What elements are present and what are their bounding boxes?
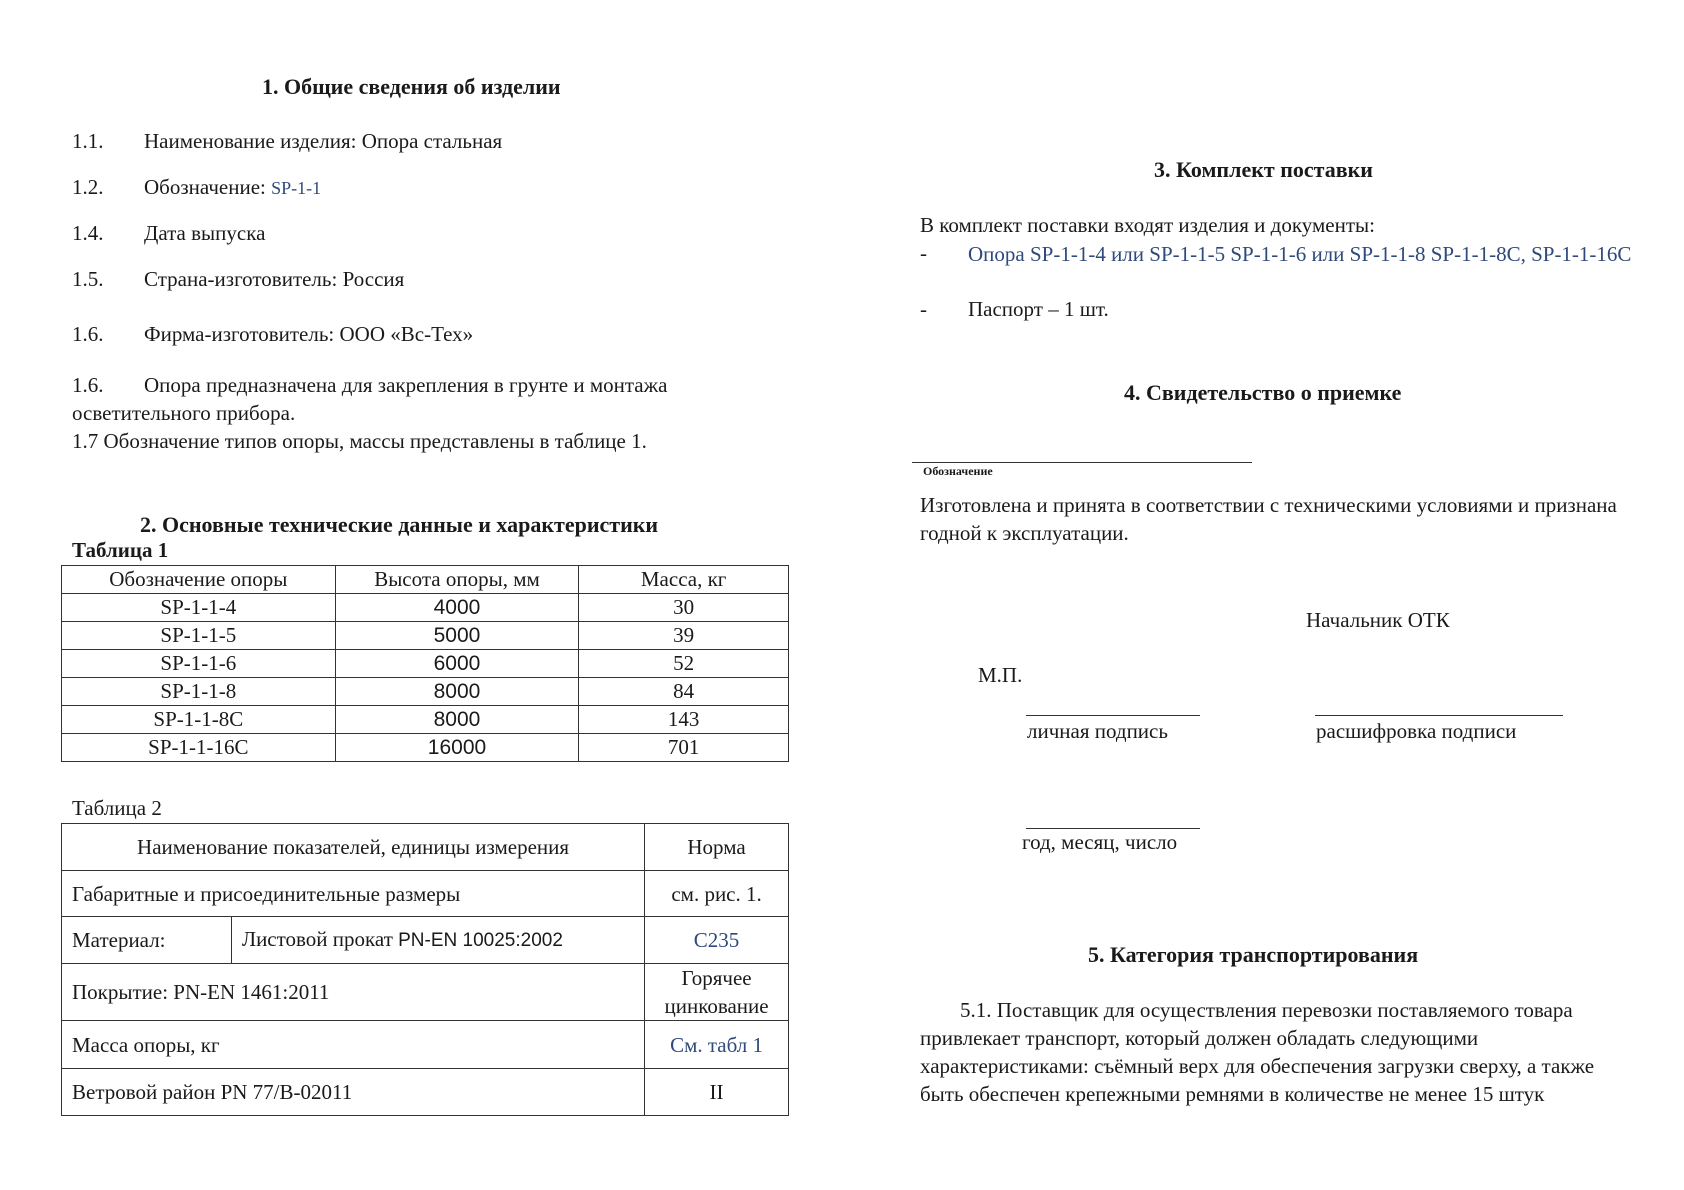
bullet-marker: - xyxy=(920,241,927,265)
table1-header-cell: Масса, кг xyxy=(579,566,789,594)
table-cell: См. табл 1 xyxy=(645,1021,789,1069)
table-row xyxy=(62,871,789,917)
designation-value: SP-1-1 xyxy=(271,178,322,198)
otk-label: Начальник ОТК xyxy=(1306,608,1450,632)
section4-title: 4. Свидетельство о приемке xyxy=(1124,380,1402,405)
table-cell: 8000 xyxy=(335,706,579,734)
date-line xyxy=(1026,828,1200,829)
designation-label: Обозначение xyxy=(923,464,993,478)
table-cell: SP-1-1-8С xyxy=(62,706,336,734)
decode-line xyxy=(1315,715,1563,716)
section1-title: 1. Общие сведения об изделии xyxy=(262,74,561,99)
table-cell: Горячее цинкование xyxy=(645,964,789,1021)
table-cell: 16000 xyxy=(335,734,579,762)
section5-title: 5. Категория транспортирования xyxy=(1088,942,1419,967)
item-1-6-purpose: 1.6. Опора предназначена для закрепления в грунте и монтажа осветительного прибора. xyxy=(72,373,668,425)
item-1-4: 1.4. Дата выпуска xyxy=(72,221,266,245)
table-cell: 701 xyxy=(579,734,789,762)
table-row xyxy=(62,678,789,706)
table-row xyxy=(62,1069,789,1116)
table-row xyxy=(62,1021,789,1069)
table1 xyxy=(61,565,789,762)
signature-label: личная подпись xyxy=(1027,719,1168,743)
section3-intro: В комплект поставки входят изделия и документы: xyxy=(920,213,1375,237)
table-cell: SP-1-1-4 xyxy=(62,594,336,622)
table-cell: Листовой прокат PN-EN 10025:2002 xyxy=(231,917,644,964)
table-cell: SP-1-1-6 xyxy=(62,650,336,678)
table-cell: SP-1-1-8 xyxy=(62,678,336,706)
table2-header-name: Наименование показателей, единицы измерения xyxy=(62,824,645,871)
table2-header xyxy=(62,824,789,871)
table-cell: 39 xyxy=(579,622,789,650)
table-cell: II xyxy=(645,1069,789,1116)
table-cell: 5000 xyxy=(335,622,579,650)
table2-caption: Таблица 2 xyxy=(72,796,162,820)
table-cell: 4000 xyxy=(335,594,579,622)
table-cell: 6000 xyxy=(335,650,579,678)
signature-line xyxy=(1026,715,1200,716)
table1-header-cell: Высота опоры, мм xyxy=(335,566,579,594)
table-row xyxy=(62,650,789,678)
designation-line xyxy=(912,462,1252,463)
table-cell: Покрытие: PN-EN 1461:2011 xyxy=(62,964,645,1021)
table1-header-cell: Обозначение опоры xyxy=(62,566,336,594)
bullet-marker: - xyxy=(920,297,927,321)
item-1-1: 1.1. Наименование изделия: Опора стальная xyxy=(72,129,503,153)
table-cell: SP-1-1-16С xyxy=(62,734,336,762)
table-row xyxy=(62,964,789,1021)
table-cell: 30 xyxy=(579,594,789,622)
table-cell: см. рис. 1. xyxy=(645,871,789,917)
stamp-label: М.П. xyxy=(978,663,1023,687)
table-row xyxy=(62,622,789,650)
delivery-item-passport: Паспорт – 1 шт. xyxy=(968,297,1109,321)
item-1-2: 1.2. Обозначение: SP-1-1 xyxy=(72,175,322,199)
table-cell: Масса опоры, кг xyxy=(62,1021,645,1069)
acceptance-text: Изготовлена и принята в соответствии с техническими условиями и признана годной к эксплуатации. xyxy=(920,493,1617,545)
table-cell: Ветровой район PN 77/B-02011 xyxy=(62,1069,645,1116)
table-cell: 52 xyxy=(579,650,789,678)
table-row xyxy=(62,706,789,734)
section3-title: 3. Комплект поставки xyxy=(1154,157,1373,182)
section5-text: 5.1. Поставщик для осуществления перевозки поставляемого товара привлекает транспорт, который должен обладать следующими характеристиками: съёмный верх для обеспечения загрузки сверху, а также быть обеспечен крепежными ремнями в количестве не менее 15 штук xyxy=(920,998,1595,1106)
table-cell: SP-1-1-5 xyxy=(62,622,336,650)
table-cell: 8000 xyxy=(335,678,579,706)
table1-caption: Таблица 1 xyxy=(72,538,169,562)
date-label: год, месяц, число xyxy=(1022,830,1178,854)
table-cell: Материал: xyxy=(62,917,232,964)
item-1-5: 1.5. Страна-изготовитель: Россия xyxy=(72,267,405,291)
table-cell: Габаритные и присоединительные размеры xyxy=(62,871,645,917)
delivery-item-supports: Опора SP-1-1-4 или SP-1-1-5 SP-1-1-6 или SP-1-1-8 SP-1-1-8С, SP-1-1-16С xyxy=(968,242,1632,266)
table-cell: С235 xyxy=(645,917,789,964)
table-cell: 84 xyxy=(579,678,789,706)
table-row xyxy=(62,594,789,622)
decode-label: расшифровка подписи xyxy=(1316,719,1517,743)
table-cell: 143 xyxy=(579,706,789,734)
table2-header-norm: Норма xyxy=(645,824,789,871)
table1-header xyxy=(62,566,789,594)
item-1-7: 1.7 Обозначение типов опоры, массы представлены в таблице 1. xyxy=(72,429,647,453)
table2 xyxy=(61,823,789,1116)
section2-title: 2. Основные технические данные и характеристики xyxy=(140,512,659,537)
table-row xyxy=(62,734,789,762)
table-row xyxy=(62,917,789,964)
item-1-6-manufacturer: 1.6. Фирма-изготовитель: ООО «Вс-Тех» xyxy=(72,322,474,346)
